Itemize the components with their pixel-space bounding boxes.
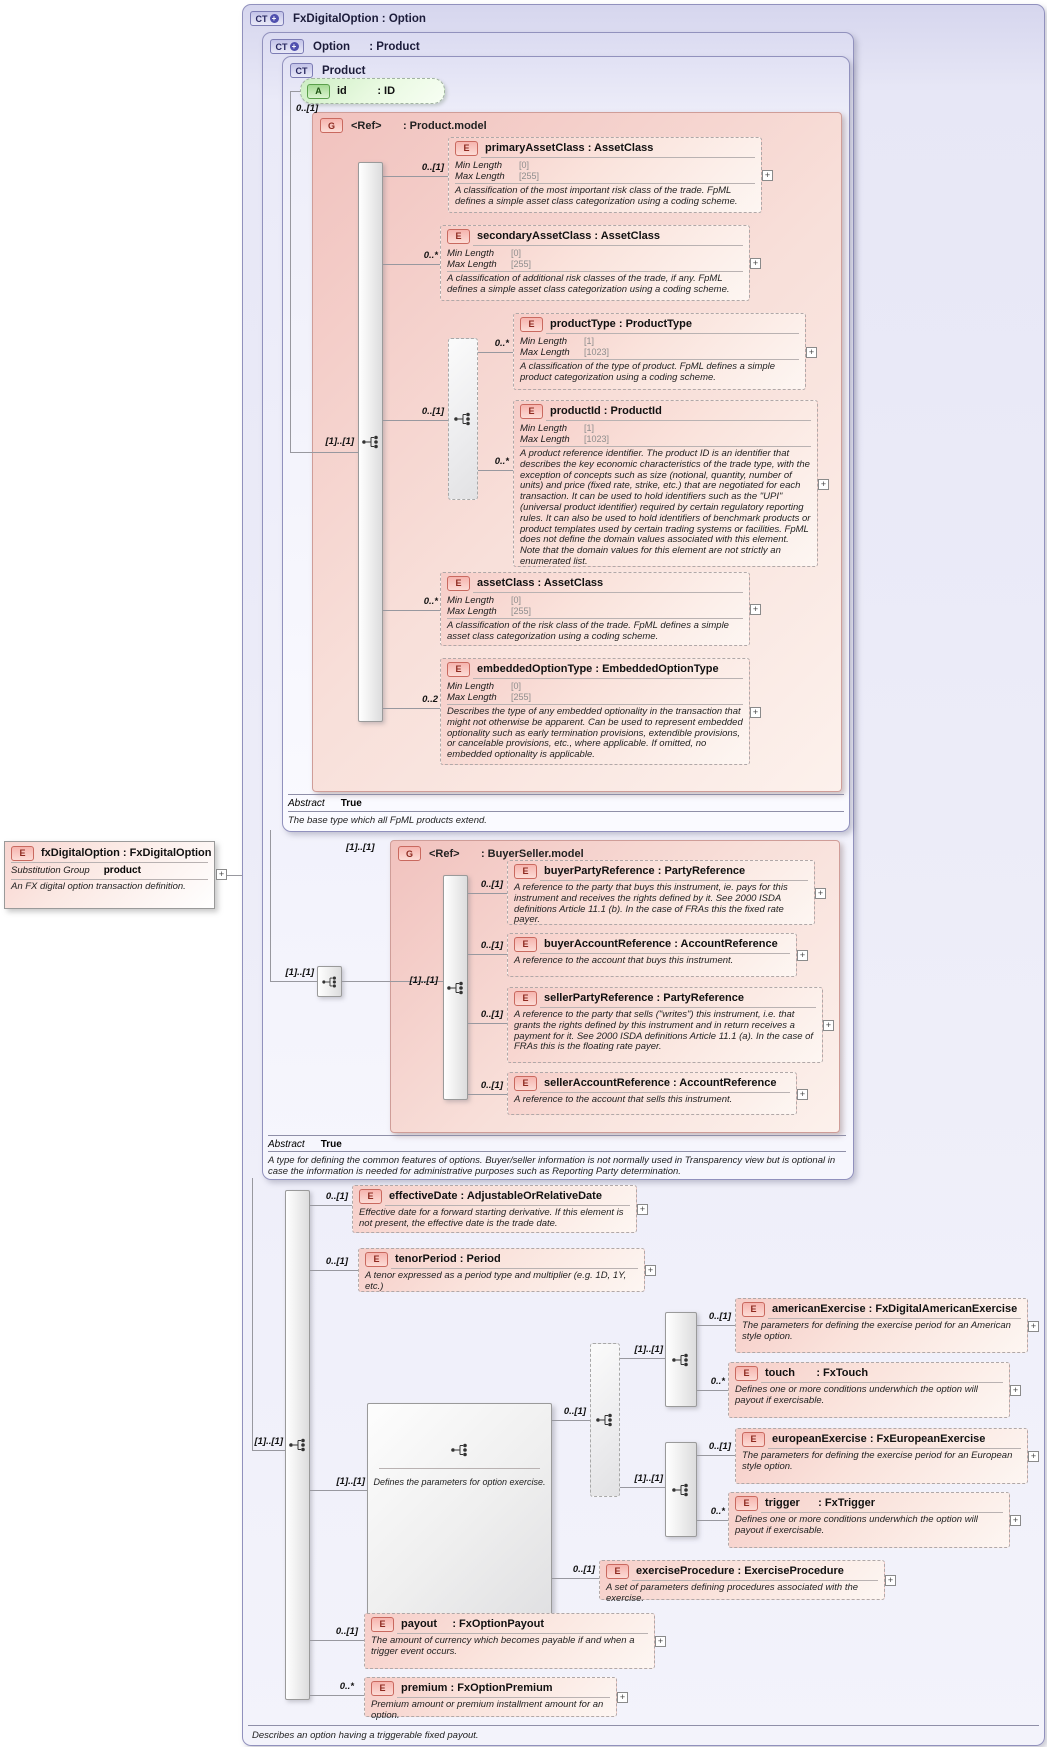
element-premium[interactable] (364, 1677, 617, 1721)
element-badge-icon: E (514, 991, 537, 1006)
sequence-compositor[interactable] (317, 966, 342, 997)
connector-line (697, 1325, 735, 1326)
element-productType[interactable] (513, 313, 806, 390)
connector-line (383, 264, 440, 265)
connector-line (290, 91, 300, 92)
expand-icon[interactable] (797, 1089, 808, 1100)
element-fxDigitalOption[interactable] (4, 841, 215, 909)
connector-line (383, 176, 448, 177)
sequence-icon (671, 1482, 691, 1498)
divider (546, 420, 811, 421)
choice-compositor[interactable] (590, 1343, 620, 1497)
element-description: A reference to the account that sells this instrument. (514, 1094, 733, 1105)
connector-line (290, 91, 291, 452)
occurrence-label: [1]..[1] (634, 1473, 663, 1484)
facet-row: Min Length [1] (520, 423, 595, 434)
facet-row: Max Length [255] (447, 692, 532, 703)
connector-line (383, 708, 440, 709)
divider (379, 1468, 540, 1469)
element-description: A set of parameters defining procedures associated with the exercise. (606, 1582, 859, 1604)
connector-line (697, 1455, 735, 1456)
expand-icon[interactable] (797, 950, 808, 961)
expand-icon[interactable] (818, 479, 829, 490)
sequence-icon (671, 1352, 691, 1368)
connector-line (468, 1094, 507, 1095)
sequence-compositor[interactable] (443, 875, 468, 1100)
divider (248, 1725, 1039, 1726)
divider (768, 1448, 1021, 1449)
sequence-compositor[interactable] (665, 1312, 697, 1407)
occurrence-label: 0..[1] (572, 1564, 595, 1575)
group-title: <Ref> : Product.model (351, 119, 487, 132)
occurrence-label: 0..[1] (708, 1441, 731, 1452)
element-title: secondaryAssetClass : AssetClass (477, 230, 661, 242)
facet-row: Min Length [0] (447, 248, 522, 259)
exercise-sequence-box[interactable] (367, 1403, 552, 1620)
divider (455, 183, 755, 184)
divider (473, 245, 743, 246)
occurrence-label: 0..* (423, 250, 438, 261)
element-badge-icon: E (11, 846, 34, 861)
occurrence-label: 0..[1] (480, 1080, 503, 1091)
element-title: touch : FxTouch (765, 1367, 869, 1379)
element-title: americanExercise : FxDigitalAmericanExercise (772, 1303, 1018, 1315)
element-title: embeddedOptionType : EmbeddedOptionType (477, 663, 719, 675)
occurrence-label: 0..[1] (325, 1256, 348, 1267)
element-description: Defines one or more conditions underwhich the option will payout if exercisable. (735, 1514, 978, 1536)
connector-line (478, 470, 513, 471)
choice-icon (595, 1412, 615, 1428)
element-description: The parameters for defining the exercise period for an American style option. (742, 1320, 1011, 1342)
divider (540, 1092, 790, 1093)
type-description: A type for defining the common features of options. Buyer/seller information is not normally used in Transparency view but is optional in case the information is needed for administrative purposes such as Reporting Party determination. (268, 1155, 836, 1177)
element-description: A classification of additional risk classes of the trade, if any. FpML defines a simple asset class categorization using a coding scheme. (447, 273, 730, 295)
expand-icon[interactable] (1028, 1451, 1039, 1462)
divider (447, 271, 743, 272)
element-badge-icon: E (514, 864, 537, 879)
element-description: The parameters for defining the exercise period for an European style option. (742, 1450, 1013, 1472)
divider (397, 1633, 648, 1634)
facet-row: Min Length [0] (447, 681, 522, 692)
element-title: europeanExercise : FxEuropeanExercise (772, 1433, 986, 1445)
expand-icon[interactable] (885, 1575, 896, 1586)
sequence-icon (361, 434, 381, 450)
occurrence-label: 0..[1] (480, 940, 503, 951)
expand-icon[interactable] (216, 869, 227, 880)
expand-icon[interactable] (617, 1692, 628, 1703)
occurrence-label: 0..[1] (296, 103, 319, 114)
element-badge-icon: E (365, 1252, 388, 1267)
sequence-icon (288, 1437, 308, 1453)
connector-line (620, 1358, 665, 1359)
element-title: sellerAccountReference : AccountReference (544, 1077, 777, 1089)
occurrence-label: 0..[1] (421, 162, 444, 173)
attribute-id[interactable] (300, 78, 445, 104)
divider (473, 592, 743, 593)
element-embeddedOptionType[interactable] (440, 658, 750, 765)
element-badge-icon: E (520, 317, 543, 332)
sequence-icon (321, 975, 339, 989)
element-description: The amount of currency which becomes payable if and when a trigger event occurs. (371, 1635, 635, 1657)
divider (288, 794, 844, 795)
element-title: premium : FxOptionPremium (401, 1682, 553, 1694)
group-title: <Ref> : BuyerSeller.model (429, 847, 584, 860)
connector-line (310, 1695, 364, 1696)
element-badge-icon: E (742, 1302, 765, 1317)
choice-compositor[interactable] (448, 338, 478, 500)
connector-line (310, 1205, 352, 1206)
element-secondaryAssetClass[interactable] (440, 225, 750, 301)
element-title: exerciseProcedure : ExerciseProcedure (636, 1565, 844, 1577)
occurrence-label: 0..[1] (421, 406, 444, 417)
sequence-icon (450, 1442, 470, 1458)
connector-line (270, 830, 271, 981)
facet-row: Max Length [255] (447, 606, 532, 617)
occurrence-label: 0..[1] (563, 1406, 586, 1417)
sequence-icon (446, 980, 466, 996)
divider (761, 1512, 1003, 1513)
connector-line (310, 1490, 367, 1491)
expand-icon[interactable] (645, 1265, 656, 1276)
element-description: An FX digital option transaction definition. (11, 881, 186, 892)
facet-row: Max Length [1023] (520, 347, 610, 358)
occurrence-label: 0..[1] (325, 1191, 348, 1202)
divider (481, 157, 755, 158)
divider (473, 678, 743, 679)
divider (268, 1151, 846, 1152)
occurrence-label: 0..* (339, 1681, 354, 1692)
complextype-title: Option : Product (313, 40, 420, 53)
expand-icon[interactable] (823, 1020, 834, 1031)
connector-line (552, 1420, 590, 1421)
occurrence-label: 0..[1] (335, 1626, 358, 1637)
element-title: tenorPeriod : Period (395, 1253, 501, 1265)
divider (540, 1007, 816, 1008)
connector-line (270, 981, 317, 982)
occurrence-label: [1]..[1] (409, 975, 438, 986)
element-exerciseProcedure[interactable] (599, 1560, 885, 1604)
element-title: trigger : FxTrigger (765, 1497, 876, 1509)
element-description: A reference to the party that sells ("writes") this instrument, i.e. that grants the rights defined by this instrument and in return receives a payment for it. See 2000 ISDA definitions Article 11.1 (a). In the case of FRAs this is the floating rate payer. (514, 1009, 814, 1053)
complextype-badge-icon: CT + (250, 11, 284, 26)
expand-icon[interactable] (655, 1636, 666, 1647)
element-description: Effective date for a forward starting derivative. If this element is not present, the effective date is the trade date. (359, 1207, 624, 1229)
occurrence-label: [1]..[1] (346, 842, 375, 853)
element-europeanExercise[interactable] (735, 1428, 1028, 1484)
divider (288, 811, 844, 812)
divider (385, 1205, 630, 1206)
divider (268, 1135, 846, 1136)
divider (540, 953, 790, 954)
sequence-compositor[interactable] (285, 1190, 310, 1700)
connector-line (252, 1450, 285, 1451)
attribute-title: id : ID (337, 85, 396, 97)
element-badge-icon: E (447, 229, 470, 244)
element-buyerPartyReference[interactable] (507, 860, 815, 925)
divider (540, 880, 808, 881)
element-description: A tenor expressed as a period type and multiplier (e.g. 1D, 1Y, etc.) (365, 1270, 627, 1292)
element-description: A classification of the most important risk class of the trade. FpML defines a simple asset class categorization using a coding scheme. (455, 185, 738, 207)
facet-row: Max Length [255] (455, 171, 540, 182)
element-assetClass[interactable] (440, 572, 750, 646)
abstract-row: Abstract True (288, 798, 362, 809)
occurrence-label: 0..* (710, 1506, 725, 1517)
connector-line (697, 1520, 728, 1521)
substitution-group-row: Substitution Group product (11, 865, 141, 876)
divider (397, 1697, 610, 1698)
connector-line (383, 610, 440, 611)
occurrence-label: 0..* (710, 1376, 725, 1387)
element-badge-icon: E (514, 1076, 537, 1091)
type-description: The base type which all FpML products extend. (288, 815, 487, 826)
divider (632, 1580, 878, 1581)
element-badge-icon: E (455, 141, 478, 156)
extension-plus-icon: + (290, 42, 299, 51)
element-touch[interactable] (728, 1362, 1010, 1418)
occurrence-label: [1]..[1] (634, 1344, 663, 1355)
exercise-caption: Defines the parameters for option exercise. (373, 1477, 546, 1487)
element-title: effectiveDate : AdjustableOrRelativeDate (389, 1190, 602, 1202)
element-title: assetClass : AssetClass (477, 577, 604, 589)
connector-line (620, 1487, 665, 1488)
occurrence-label: 0..* (494, 456, 509, 467)
element-badge-icon: E (447, 576, 470, 591)
occurrence-label: 0..[1] (480, 879, 503, 890)
element-description: A classification of the risk class of the trade. FpML defines a simple asset class categorization using a coding scheme. (447, 620, 729, 642)
extension-plus-icon: + (270, 14, 279, 23)
connector-line (290, 452, 358, 453)
connector-line (697, 1390, 728, 1391)
element-description: Describes the type of any embedded optionality in the transaction that might not otherwise be apparent. Can be used to represent embedded optionality such as early termination provisions, extendible provisions, or cancelable provisions, etc., where applicable. If omitted, no embedded optionality is applicable. (447, 706, 743, 761)
element-description: A product reference identifier. The product ID is an identifier that describes the key economic characteristics of the trade type, with the exception of concepts such as size (notional, quantity, number of units) and price (fixed rate, strike, etc.) that are negotiated for each transaction. It can be used to hold identifiers such as the "UPI" (universal product identifier) required by certain regulatory reporting rules. It can also be used to hold identifiers of benchmark products or product templates used by certain trading systems or facilities. FpML does not define the domain values associated with this element. Note that the domain values for this element are not strictly an enumerated list. (520, 448, 811, 567)
divider (520, 446, 811, 447)
expand-icon[interactable] (1028, 1321, 1039, 1332)
expand-icon[interactable] (815, 888, 826, 899)
element-title: productType : ProductType (550, 318, 692, 330)
attribute-badge-icon: A (307, 84, 330, 99)
connector-line (468, 893, 507, 894)
complextype-badge-icon: CT + (270, 39, 304, 54)
divider (11, 862, 208, 863)
element-badge-icon: E (447, 662, 470, 677)
divider (761, 1382, 1003, 1383)
occurrence-label: [1]..[1] (254, 1436, 283, 1447)
divider (391, 1268, 638, 1269)
facet-row: Min Length [1] (520, 336, 595, 347)
expand-icon[interactable] (750, 258, 761, 269)
choice-icon (453, 411, 473, 427)
occurrence-label: 0..2 (422, 694, 438, 705)
expand-icon[interactable] (637, 1204, 648, 1215)
element-description: Defines one or more conditions underwhich the option will payout if exercisable. (735, 1384, 978, 1406)
expand-icon[interactable] (806, 347, 817, 358)
element-title: sellerPartyReference : PartyReference (544, 992, 744, 1004)
connector-line (227, 875, 242, 876)
occurrence-label: [1]..[1] (336, 1476, 365, 1487)
connector-line (310, 1270, 358, 1271)
facet-row: Min Length [0] (447, 595, 522, 606)
element-effectiveDate[interactable] (352, 1185, 637, 1233)
element-americanExercise[interactable] (735, 1298, 1028, 1353)
element-title: buyerAccountReference : AccountReference (544, 938, 778, 950)
connector-line (310, 1640, 364, 1641)
occurrence-label: [1]..[1] (325, 436, 354, 447)
element-primaryAssetClass[interactable] (448, 137, 762, 213)
divider (447, 704, 743, 705)
expand-icon[interactable] (1010, 1515, 1021, 1526)
element-trigger[interactable] (728, 1492, 1010, 1548)
element-badge-icon: E (371, 1681, 394, 1696)
complextype-title: FxDigitalOption : Option (293, 12, 426, 25)
sequence-compositor[interactable] (665, 1442, 697, 1537)
element-badge-icon: E (359, 1189, 382, 1204)
divider (520, 359, 799, 360)
abstract-row: Abstract True (268, 1139, 342, 1150)
complextype-badge-icon: CT (290, 63, 313, 78)
element-sellerAccountReference[interactable] (507, 1072, 797, 1115)
element-description: A reference to the party that buys this instrument, ie. pays for this instrument and receives the rights defined by it. See 2000 ISDA definitions Article 11.1 (b). In the case of FRAs this the fixed rate payer. (514, 882, 788, 926)
element-tenorPeriod[interactable] (358, 1248, 645, 1292)
element-badge-icon: E (606, 1564, 629, 1579)
connector-line (252, 1178, 253, 1450)
element-description: Premium amount or premium installment amount for an option. (371, 1699, 604, 1721)
connector-line (552, 1578, 599, 1579)
type-description: Describes an option having a triggerable fixed payout. (252, 1730, 479, 1741)
occurrence-label: [1]..[1] (285, 967, 314, 978)
expand-icon[interactable] (762, 170, 773, 181)
element-badge-icon: E (735, 1366, 758, 1381)
element-payout[interactable] (364, 1613, 655, 1669)
facet-row: Max Length [255] (447, 259, 532, 270)
element-badge-icon: E (742, 1432, 765, 1447)
connector-line (468, 954, 507, 955)
divider (447, 618, 743, 619)
element-title: productId : ProductId (550, 405, 662, 417)
element-title: buyerPartyReference : PartyReference (544, 865, 746, 877)
group-badge-icon: G (320, 118, 343, 133)
expand-icon[interactable] (750, 604, 761, 615)
element-badge-icon: E (514, 937, 537, 952)
divider (11, 879, 208, 880)
divider (768, 1318, 1021, 1319)
occurrence-label: 0..* (494, 338, 509, 349)
element-badge-icon: E (735, 1496, 758, 1511)
connector-line (478, 352, 513, 353)
connector-line (383, 420, 448, 421)
occurrence-label: 0..[1] (708, 1311, 731, 1322)
divider (546, 333, 799, 334)
element-title: payout : FxOptionPayout (401, 1618, 544, 1630)
occurrence-label: 0..[1] (480, 1009, 503, 1020)
element-title: fxDigitalOption : FxDigitalOption (41, 847, 212, 859)
expand-icon[interactable] (1010, 1385, 1021, 1396)
complextype-title: Product (322, 64, 366, 77)
connector-line (468, 1023, 507, 1024)
facet-row: Min Length [0] (455, 160, 530, 171)
element-badge-icon: E (520, 404, 543, 419)
facet-row: Max Length [1023] (520, 434, 610, 445)
element-title: primaryAssetClass : AssetClass (485, 142, 654, 154)
element-description: A classification of the type of product. FpML defines a simple product categorization using a coding scheme. (520, 361, 776, 383)
group-badge-icon: G (398, 846, 421, 861)
element-buyerAccountReference[interactable] (507, 933, 797, 977)
element-badge-icon: E (371, 1617, 394, 1632)
element-description: A reference to the account that buys this instrument. (514, 955, 734, 966)
element-sellerPartyReference[interactable] (507, 987, 823, 1063)
expand-icon[interactable] (750, 707, 761, 718)
element-productId[interactable] (513, 400, 818, 567)
sequence-compositor[interactable] (358, 162, 383, 722)
occurrence-label: 0..* (423, 596, 438, 607)
